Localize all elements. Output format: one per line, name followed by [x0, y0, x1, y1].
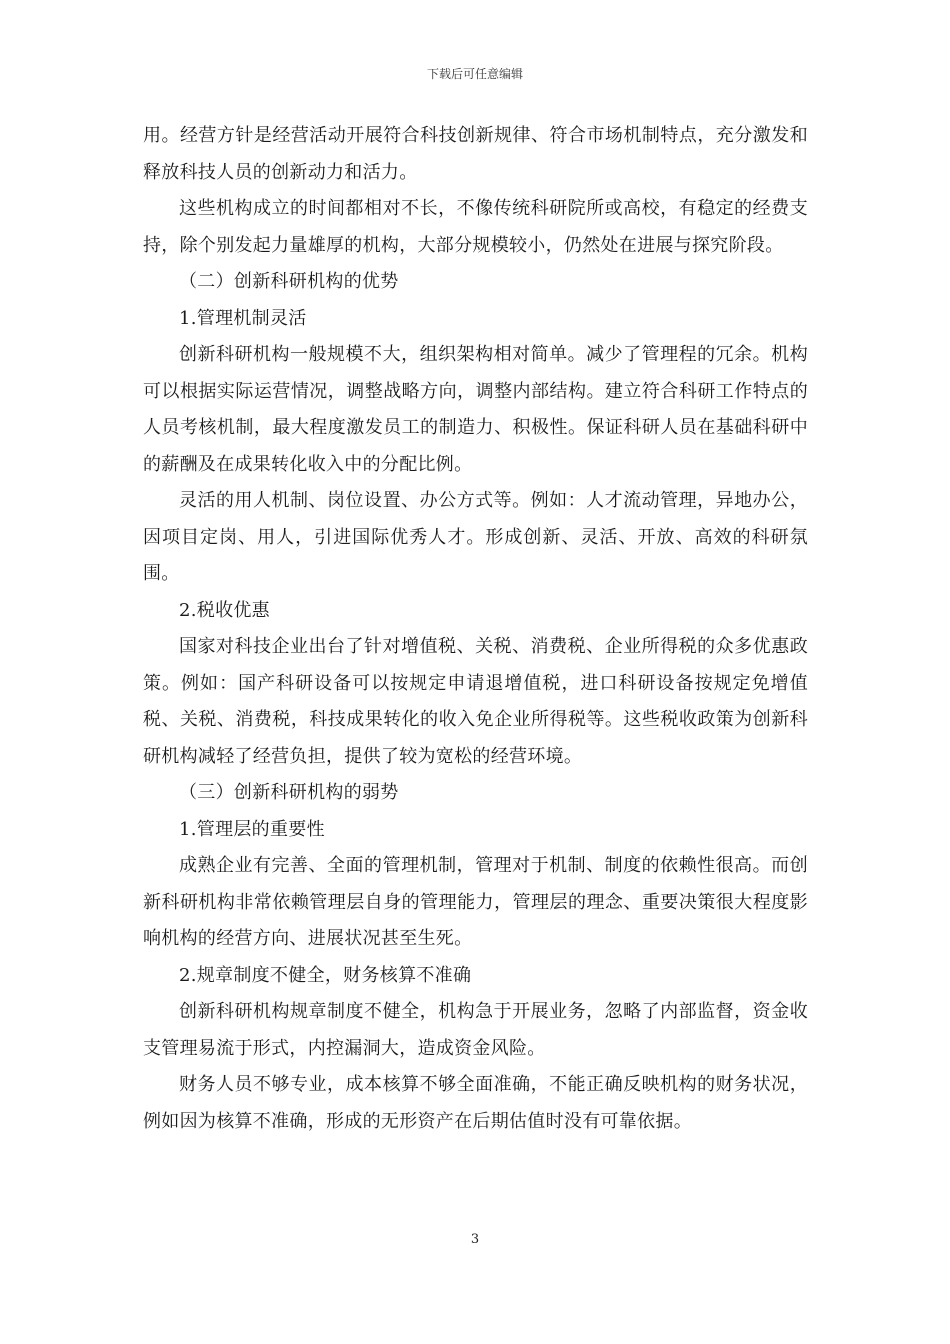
subsection-heading: 1.管理机制灵活: [179, 307, 307, 329]
paragraph: 国家对科技企业出台了针对增值税、关税、消费税、企业所得税的众多优惠政策。例如：国产科研设备可以按规定申请退增值税，进口科研设备按规定免增值税、关税、消费税，科技成果转化的收入免企业所得税等。这些税收政策为创新科研机构减轻了经营负担，提供了较为宽松的经营环境。: [143, 636, 808, 767]
paragraph: 创新科研机构规章制度不健全，机构急于开展业务，忽略了内部监督，资金收支管理易流于形式，内控漏洞大，造成资金风险。: [143, 1001, 808, 1059]
page-header: 下载后可任意编辑: [426, 67, 523, 81]
section-heading: （三）创新科研机构的弱势: [179, 782, 399, 803]
subsection-heading: 2.规章制度不健全，财务核算不准确: [179, 964, 472, 986]
paragraph: 财务人员不够专业，成本核算不够全面准确，不能正确反映机构的财务状况，例如因为核算不准确，形成的无形资产在后期估值时没有可靠依据。: [143, 1074, 808, 1132]
paragraph: 这些机构成立的时间都相对不长，不像传统科研院所或高校，有稳定的经费支持，除个别发起力量雄厚的机构，大部分规模较小，仍然处在进展与探究阶段。: [143, 198, 808, 256]
document-body: [143, 118, 808, 1140]
page-number: 3: [470, 1232, 480, 1247]
section-heading: （二）创新科研机构的优势: [179, 271, 399, 292]
subsection-heading: 1.管理层的重要性: [179, 818, 325, 840]
paragraph: 创新科研机构一般规模不大，组织架构相对简单。减少了管理程的冗余。机构可以根据实际运营情况，调整战略方向，调整内部结构。建立符合科研工作特点的人员考核机制，最大程度激发员工的制造力、积极性。保证科研人员在基础科研中的薪酬及在成果转化收入中的分配比例。: [143, 344, 808, 475]
paragraph-continuation: 用。经营方针是经营活动开展符合科技创新规律、符合市场机制特点，充分激发和释放科技人员的创新动力和活力。: [143, 125, 808, 183]
paragraph: 成熟企业有完善、全面的管理机制，管理对于机制、制度的依赖性很高。而创新科研机构非常依赖管理层自身的管理能力，管理层的理念、重要决策很大程度影响机构的经营方向、进展状况甚至生死。: [143, 855, 808, 949]
subsection-heading: 2.税收优惠: [179, 599, 270, 621]
paragraph: 灵活的用人机制、岗位设置、办公方式等。例如：人才流动管理，异地办公，因项目定岗、用人，引进国际优秀人才。形成创新、灵活、开放、高效的科研氛围。: [143, 490, 808, 584]
